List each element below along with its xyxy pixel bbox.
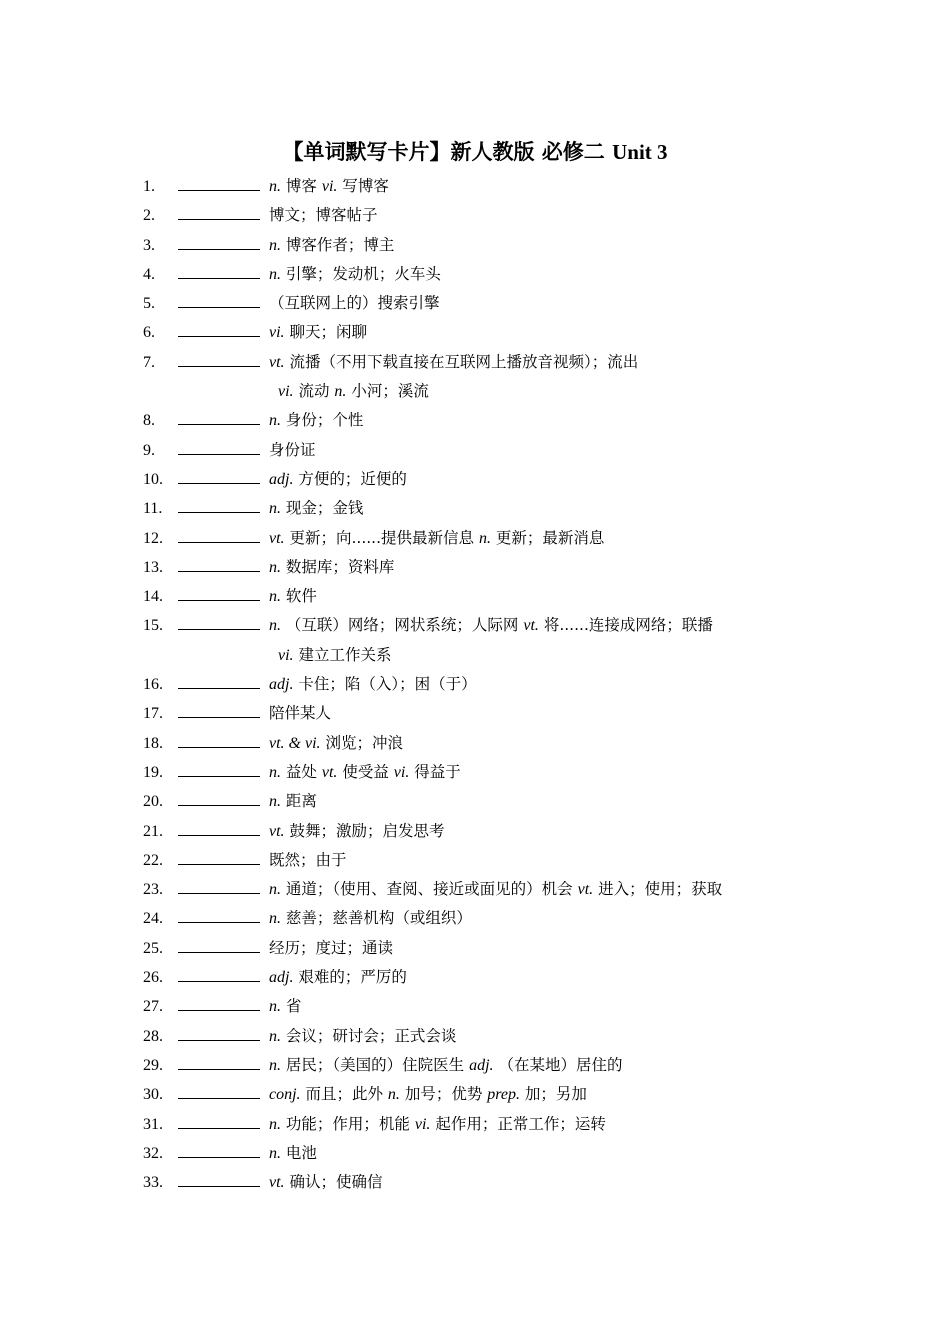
answer-blank[interactable] bbox=[178, 219, 260, 220]
meaning-text: 艰难的；严厉的 bbox=[293, 968, 407, 987]
answer-blank[interactable] bbox=[178, 1069, 260, 1070]
part-of-speech: vi. bbox=[278, 646, 294, 664]
definition bbox=[269, 465, 407, 494]
definition bbox=[269, 817, 444, 846]
meaning-text: 加；另加 bbox=[520, 1085, 587, 1104]
meaning-text: 陪伴某人 bbox=[269, 704, 332, 723]
definition bbox=[269, 582, 317, 611]
meaning-text: 流播（不用下载直接在互联网上播放音视频）；流出 bbox=[284, 352, 639, 371]
answer-blank[interactable] bbox=[178, 278, 260, 279]
item-number: 12. bbox=[143, 529, 163, 547]
answer-blank[interactable] bbox=[178, 542, 260, 543]
definition bbox=[269, 553, 394, 582]
meaning-text: 经历；度过；通读 bbox=[269, 938, 394, 957]
definition bbox=[269, 904, 472, 933]
definition bbox=[269, 934, 393, 963]
part-of-speech: n. bbox=[269, 236, 281, 254]
definition bbox=[269, 348, 638, 377]
answer-blank[interactable] bbox=[178, 1098, 260, 1099]
part-of-speech: vi. bbox=[321, 178, 338, 195]
meaning-text: 加号；优势 bbox=[399, 1085, 488, 1104]
part-of-speech: n. bbox=[269, 793, 281, 811]
item-number: 28. bbox=[143, 1027, 163, 1045]
answer-blank[interactable] bbox=[178, 1040, 260, 1041]
definition bbox=[269, 260, 441, 289]
list-item-continuation bbox=[0, 641, 950, 670]
definition bbox=[269, 494, 363, 523]
meaning-text: （互联）网络；网状系统；人际网 bbox=[281, 616, 524, 635]
item-number: 9. bbox=[143, 441, 155, 459]
answer-blank[interactable] bbox=[178, 893, 260, 894]
answer-blank[interactable] bbox=[178, 864, 260, 865]
part-of-speech: adj. bbox=[269, 470, 294, 488]
part-of-speech: n. bbox=[334, 383, 347, 401]
part-of-speech: n. bbox=[269, 1056, 281, 1074]
part-of-speech: n. bbox=[269, 500, 281, 518]
item-number: 33. bbox=[143, 1174, 163, 1192]
answer-blank[interactable] bbox=[178, 688, 260, 689]
list-item bbox=[0, 436, 950, 465]
meaning-text: 确认；使确信 bbox=[284, 1173, 383, 1192]
meaning-text: 浏览；冲浪 bbox=[320, 733, 403, 752]
answer-blank[interactable] bbox=[178, 835, 260, 836]
answer-blank[interactable] bbox=[178, 190, 260, 191]
item-number: 23. bbox=[143, 881, 163, 899]
definition bbox=[269, 992, 301, 1021]
meaning-text: （互联网上的）搜索引擎 bbox=[269, 294, 440, 313]
answer-blank[interactable] bbox=[178, 1157, 260, 1158]
meaning-text: 益处 bbox=[281, 762, 322, 781]
list-item bbox=[0, 1110, 950, 1139]
item-number: 5. bbox=[143, 295, 155, 313]
answer-blank[interactable] bbox=[178, 424, 260, 425]
part-of-speech: n. bbox=[269, 412, 281, 430]
answer-blank[interactable] bbox=[178, 454, 260, 455]
meaning-text: 身份；个性 bbox=[281, 411, 364, 430]
meaning-text: 鼓舞；激励；启发思考 bbox=[284, 821, 445, 840]
part-of-speech: vt. bbox=[269, 1174, 285, 1192]
part-of-speech: n. bbox=[478, 529, 491, 547]
item-number: 20. bbox=[143, 793, 163, 811]
definition bbox=[269, 289, 440, 318]
item-number: 24. bbox=[143, 910, 163, 928]
item-number: 21. bbox=[143, 822, 163, 840]
item-number: 7. bbox=[143, 353, 155, 371]
item-number: 25. bbox=[143, 939, 163, 957]
item-number: 30. bbox=[143, 1086, 163, 1104]
meaning-text: 现金；金钱 bbox=[281, 499, 364, 518]
part-of-speech: n. bbox=[387, 1086, 400, 1104]
meaning-text: 数据库；资料库 bbox=[281, 557, 395, 576]
list-item bbox=[0, 934, 950, 963]
definition bbox=[269, 670, 477, 699]
item-number: 18. bbox=[143, 734, 163, 752]
answer-blank[interactable] bbox=[178, 1186, 260, 1187]
answer-blank[interactable] bbox=[178, 922, 260, 923]
list-item bbox=[0, 1051, 950, 1080]
answer-blank[interactable] bbox=[178, 717, 260, 718]
list-item-continuation bbox=[0, 377, 950, 406]
part-of-speech: vi. bbox=[393, 763, 410, 781]
page-title bbox=[0, 136, 950, 166]
meaning-text: 得益于 bbox=[409, 762, 461, 781]
list-item bbox=[0, 787, 950, 816]
answer-blank[interactable] bbox=[178, 981, 260, 982]
item-number: 17. bbox=[143, 705, 163, 723]
meaning-text: 居民；（美国的）住院医生 bbox=[281, 1055, 470, 1074]
part-of-speech: vi. bbox=[269, 324, 285, 342]
meaning-text: 使受益 bbox=[337, 762, 394, 781]
answer-blank[interactable] bbox=[178, 1128, 260, 1129]
item-number: 29. bbox=[143, 1056, 163, 1074]
part-of-speech: adj. bbox=[269, 969, 294, 987]
list-item bbox=[0, 817, 950, 846]
list-item bbox=[0, 348, 950, 377]
meaning-text: 通道；（使用、查阅、接近或面见的）机会 bbox=[281, 880, 578, 899]
item-number: 1. bbox=[143, 178, 155, 195]
meaning-text: 聊天；闲聊 bbox=[284, 323, 367, 342]
list-item bbox=[0, 172, 950, 201]
definition bbox=[269, 846, 347, 875]
meaning-text: （在某地）居住的 bbox=[493, 1055, 623, 1074]
part-of-speech: vt. bbox=[523, 617, 539, 635]
definition bbox=[269, 875, 722, 904]
definition bbox=[269, 758, 461, 787]
part-of-speech: n. bbox=[269, 1144, 281, 1162]
list-item bbox=[0, 465, 950, 494]
part-of-speech: n. bbox=[269, 178, 281, 195]
meaning-text: 引擎；发动机；火车头 bbox=[281, 264, 441, 283]
part-of-speech: n. bbox=[269, 265, 281, 283]
meaning-text: 身份证 bbox=[269, 440, 316, 459]
definition bbox=[269, 1110, 606, 1139]
list-item bbox=[0, 992, 950, 1021]
definition bbox=[269, 611, 713, 640]
part-of-speech: vt. bbox=[321, 763, 338, 781]
part-of-speech: n. bbox=[269, 588, 281, 606]
answer-blank[interactable] bbox=[178, 805, 260, 806]
answer-blank[interactable] bbox=[178, 747, 260, 748]
part-of-speech: n. bbox=[269, 998, 281, 1016]
meaning-text: 会议；研讨会；正式会谈 bbox=[281, 1026, 457, 1045]
part-of-speech: n. bbox=[269, 1115, 281, 1133]
list-item bbox=[0, 758, 950, 787]
meaning-text: 卡住；陷（入）；困（于） bbox=[293, 675, 477, 694]
meaning-text: 慈善；慈善机构（或组织） bbox=[281, 909, 472, 928]
definition bbox=[269, 436, 316, 465]
meaning-text: 建立工作关系 bbox=[293, 645, 392, 664]
definition bbox=[269, 699, 331, 728]
part-of-speech: vt. bbox=[269, 822, 285, 840]
definition bbox=[269, 318, 367, 347]
part-of-speech: n. bbox=[269, 617, 281, 635]
meaning-text: 距离 bbox=[281, 792, 317, 811]
part-of-speech: n. bbox=[269, 881, 281, 899]
meaning-text: 博文；博客帖子 bbox=[269, 206, 378, 225]
definition bbox=[269, 729, 403, 758]
meaning-text: 进入；使用；获取 bbox=[593, 880, 723, 899]
meaning-text: 博客 bbox=[281, 177, 322, 195]
answer-blank[interactable] bbox=[178, 249, 260, 250]
part-of-speech: vt. bbox=[269, 353, 285, 371]
list-item bbox=[0, 875, 950, 904]
list-item bbox=[0, 231, 950, 260]
list-item bbox=[0, 611, 950, 640]
part-of-speech: n. bbox=[269, 910, 281, 928]
item-number: 19. bbox=[143, 763, 163, 781]
definition bbox=[269, 201, 378, 230]
list-item bbox=[0, 289, 950, 318]
item-number: 14. bbox=[143, 588, 163, 606]
meaning-text: 起作用；正常工作；运转 bbox=[430, 1114, 606, 1133]
answer-blank[interactable] bbox=[178, 776, 260, 777]
definition bbox=[269, 1080, 587, 1109]
item-number: 11. bbox=[143, 500, 163, 518]
item-number: 31. bbox=[143, 1115, 163, 1133]
definition bbox=[278, 641, 391, 670]
list-item bbox=[0, 494, 950, 523]
item-number: 6. bbox=[143, 324, 155, 342]
meaning-text: 写博客 bbox=[337, 177, 389, 195]
item-number: 26. bbox=[143, 969, 163, 987]
meaning-text: 小河；溪流 bbox=[346, 382, 429, 401]
item-number: 13. bbox=[143, 558, 163, 576]
list-item bbox=[0, 1139, 950, 1168]
meaning-text: 省 bbox=[281, 997, 302, 1016]
item-number: 22. bbox=[143, 851, 163, 869]
part-of-speech: n. bbox=[269, 763, 281, 781]
meaning-text: 流动 bbox=[293, 382, 335, 401]
part-of-speech: prep. bbox=[487, 1086, 520, 1104]
item-number: 16. bbox=[143, 676, 163, 694]
answer-blank[interactable] bbox=[178, 571, 260, 572]
answer-blank[interactable] bbox=[178, 952, 260, 953]
answer-blank[interactable] bbox=[178, 336, 260, 337]
meaning-text: 既然；由于 bbox=[269, 850, 347, 869]
answer-blank[interactable] bbox=[178, 629, 260, 630]
list-item bbox=[0, 582, 950, 611]
title-unit: Unit 3 bbox=[612, 140, 668, 164]
definition bbox=[269, 1168, 382, 1197]
meaning-text: 博客作者；博主 bbox=[281, 235, 395, 254]
part-of-speech: conj. bbox=[269, 1086, 301, 1104]
part-of-speech: vi. bbox=[414, 1115, 431, 1133]
list-item bbox=[0, 553, 950, 582]
definition bbox=[269, 172, 389, 201]
item-number: 15. bbox=[143, 617, 163, 635]
list-item bbox=[0, 201, 950, 230]
definition bbox=[269, 1139, 317, 1168]
meaning-text: 更新；最新消息 bbox=[490, 528, 605, 547]
definition bbox=[278, 377, 429, 406]
part-of-speech: vt. bbox=[269, 529, 285, 547]
item-number: 8. bbox=[143, 412, 155, 430]
answer-blank[interactable] bbox=[178, 512, 260, 513]
meaning-text: 将......连接成网络；联播 bbox=[538, 616, 713, 635]
list-item bbox=[0, 406, 950, 435]
list-item bbox=[0, 670, 950, 699]
part-of-speech: vt. & vi. bbox=[269, 734, 321, 752]
part-of-speech: vt. bbox=[577, 881, 594, 899]
meaning-text: 功能；作用；机能 bbox=[281, 1114, 415, 1133]
list-item bbox=[0, 318, 950, 347]
list-item bbox=[0, 699, 950, 728]
word-list bbox=[0, 172, 950, 1197]
item-number: 3. bbox=[143, 236, 155, 254]
item-number: 32. bbox=[143, 1144, 163, 1162]
meaning-text: 方便的；近便的 bbox=[293, 469, 407, 488]
definition bbox=[269, 787, 317, 816]
meaning-text: 更新；向......提供最新信息 bbox=[284, 528, 479, 547]
answer-blank[interactable] bbox=[178, 1010, 260, 1011]
meaning-text: 而且；此外 bbox=[300, 1085, 388, 1104]
part-of-speech: n. bbox=[269, 1027, 281, 1045]
definition bbox=[269, 231, 394, 260]
item-number: 2. bbox=[143, 207, 155, 225]
part-of-speech: adj. bbox=[469, 1056, 494, 1074]
definition bbox=[269, 406, 363, 435]
answer-blank[interactable] bbox=[178, 307, 260, 308]
meaning-text: 软件 bbox=[281, 587, 317, 606]
list-item bbox=[0, 729, 950, 758]
item-number: 27. bbox=[143, 998, 163, 1016]
list-item bbox=[0, 524, 950, 553]
list-item bbox=[0, 1022, 950, 1051]
list-item bbox=[0, 904, 950, 933]
answer-blank[interactable] bbox=[178, 483, 260, 484]
part-of-speech: vi. bbox=[278, 383, 294, 401]
list-item bbox=[0, 1168, 950, 1197]
meaning-text: 电池 bbox=[281, 1143, 317, 1162]
list-item bbox=[0, 963, 950, 992]
list-item bbox=[0, 260, 950, 289]
definition bbox=[269, 963, 407, 992]
item-number: 10. bbox=[143, 470, 163, 488]
part-of-speech: adj. bbox=[269, 676, 294, 694]
definition bbox=[269, 1022, 456, 1051]
list-item bbox=[0, 1080, 950, 1109]
answer-blank[interactable] bbox=[178, 366, 260, 367]
definition bbox=[269, 1051, 623, 1080]
list-item bbox=[0, 846, 950, 875]
item-number: 4. bbox=[143, 265, 155, 283]
part-of-speech: n. bbox=[269, 558, 281, 576]
answer-blank[interactable] bbox=[178, 600, 260, 601]
definition bbox=[269, 524, 604, 553]
title-cn: 【单词默写卡片】新人教版 必修二 bbox=[282, 140, 613, 164]
